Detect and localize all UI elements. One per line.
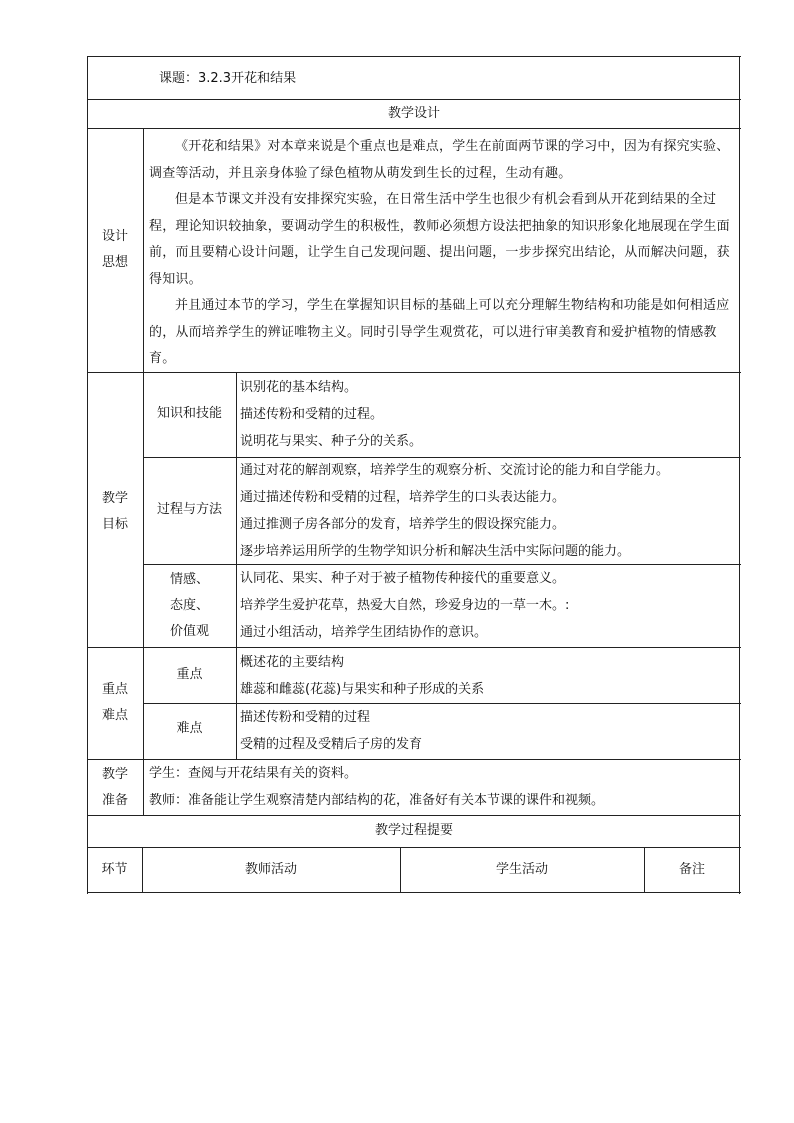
table-border-right — [739, 56, 740, 894]
goal-item: 描述传粉和受精的过程。 — [240, 407, 384, 422]
divider-goal-sublabel-column — [236, 372, 237, 759]
difficult-point-item: 描述传粉和受精的过程 — [240, 710, 371, 725]
process-method-label: 过程与方法 — [156, 502, 222, 517]
key-difficult-label-line2: 难点 — [101, 708, 128, 723]
goal-item: 识别花的基本结构。 — [240, 380, 358, 395]
key-point-item: 雄蕊和雌蕊(花蕊)与果实和种子形成的关系 — [240, 682, 485, 697]
column-header-stage: 环节 — [101, 862, 128, 877]
teacher-preparation: 教师：准备能让学生观察清楚内部结构的花，准备好有关本节课的课件和视频。 — [149, 793, 605, 808]
goal-item: 培养学生爱护花草，热爱大自然，珍爱身边的一草一木。: — [240, 598, 570, 613]
student-preparation: 学生：查阅与开花结果有关的资料。 — [149, 766, 358, 781]
key-points-list — [240, 649, 484, 703]
emotion-goals-list — [240, 565, 569, 646]
design-thought-body — [149, 134, 735, 373]
process-summary-header: 教学过程提要 — [374, 823, 453, 838]
table-border-top — [87, 56, 741, 57]
column-header-teacher-activity: 教师活动 — [244, 862, 297, 877]
divider-after-process-header — [87, 847, 741, 848]
process-method-list — [240, 457, 669, 565]
column-header-remarks: 备注 — [678, 862, 705, 877]
design-thought-label — [87, 224, 143, 276]
key-points-label: 重点 — [176, 667, 203, 682]
preparation-label-line1: 教学 — [101, 767, 128, 782]
key-point-item: 概述花的主要结构 — [240, 655, 345, 670]
goal-item: 通过描述传粉和受精的过程，培养学生的口头表达能力。 — [240, 490, 566, 505]
design-thought-label-line2: 思想 — [101, 255, 128, 270]
preparation-label — [87, 762, 143, 814]
design-thought-label-line1: 设计 — [101, 229, 128, 244]
goal-item: 通过推测子房各部分的发育，培养学生的假设探究能力。 — [240, 517, 566, 532]
divider-key-difficult — [143, 703, 741, 704]
design-paragraph: 《开花和结果》对本章来说是个重点也是难点，学生在前面两节课的学习中，因为有探究实验、调查等活动，并且亲身体验了绿色植物从萌发到生长的过程，生动有趣。 — [149, 139, 730, 181]
design-paragraph: 但是本节课文并没有安排探究实验，在日常生活中学生也很少有机会看到从开花到结果的全过程，理论知识较抽象，要调动学生的积极性，教师必须想方设法把抽象的知识形象化地展现在学生面前，而且要精心设计问题，让学生自己发现问题、提出问题，一步步探究出结论，从而解决问题，获得知识。 — [149, 192, 730, 287]
lesson-plan-table — [87, 56, 740, 894]
emotion-label-line2: 态度、 — [169, 598, 209, 613]
goal-item: 认同花、果实、种子对于被子植物传种接代的重要意义。 — [240, 571, 566, 586]
divider-after-title — [87, 99, 741, 100]
emotion-label-line1: 情感、 — [169, 572, 209, 587]
preparation-label-line2: 准备 — [101, 793, 128, 808]
knowledge-skills-label: 知识和技能 — [156, 406, 222, 421]
preparation-body — [149, 760, 604, 814]
lesson-title: 课题：3.2.3开花和结果 — [159, 71, 297, 86]
goal-item: 通过对花的解剖观察，培养学生的观察分析、交流讨论的能力和自学能力。 — [240, 463, 670, 478]
knowledge-skills-list — [240, 374, 422, 455]
difficult-points-list — [240, 704, 422, 758]
teaching-goals-label — [87, 486, 143, 538]
design-paragraph: 并且通过本节的学习，学生在掌握知识目标的基础上可以充分理解生物结构和功能是如何相适应的，从而培养学生的辨证唯物主义。同时引导学生观赏花，可以进行审美教育和爱护植物的情感教育。 — [149, 298, 730, 366]
key-difficult-label — [87, 677, 143, 729]
divider-after-design-header — [87, 128, 741, 129]
table-border-bottom — [87, 892, 741, 893]
difficult-points-label: 难点 — [176, 721, 203, 736]
difficult-point-item: 受精的过程及受精后子房的发育 — [240, 737, 423, 752]
divider-after-goals — [87, 647, 741, 648]
teaching-goals-label-line1: 教学 — [101, 491, 128, 506]
goal-item: 通过小组活动，培养学生团结协作的意识。 — [240, 625, 488, 640]
divider-after-preparation — [87, 815, 741, 816]
goal-item: 说明花与果实、种子分的关系。 — [240, 434, 423, 449]
key-difficult-label-line1: 重点 — [101, 682, 128, 697]
teaching-goals-label-line2: 目标 — [101, 517, 128, 532]
divider-label-column — [143, 128, 144, 815]
goal-item: 逐步培养运用所学的生物学知识分析和解决生活中实际问题的能力。 — [240, 544, 631, 559]
column-header-student-activity: 学生活动 — [495, 862, 548, 877]
emotion-attitude-values-label — [143, 567, 236, 645]
emotion-label-line3: 价值观 — [169, 624, 209, 639]
design-section-header: 教学设计 — [387, 106, 440, 121]
